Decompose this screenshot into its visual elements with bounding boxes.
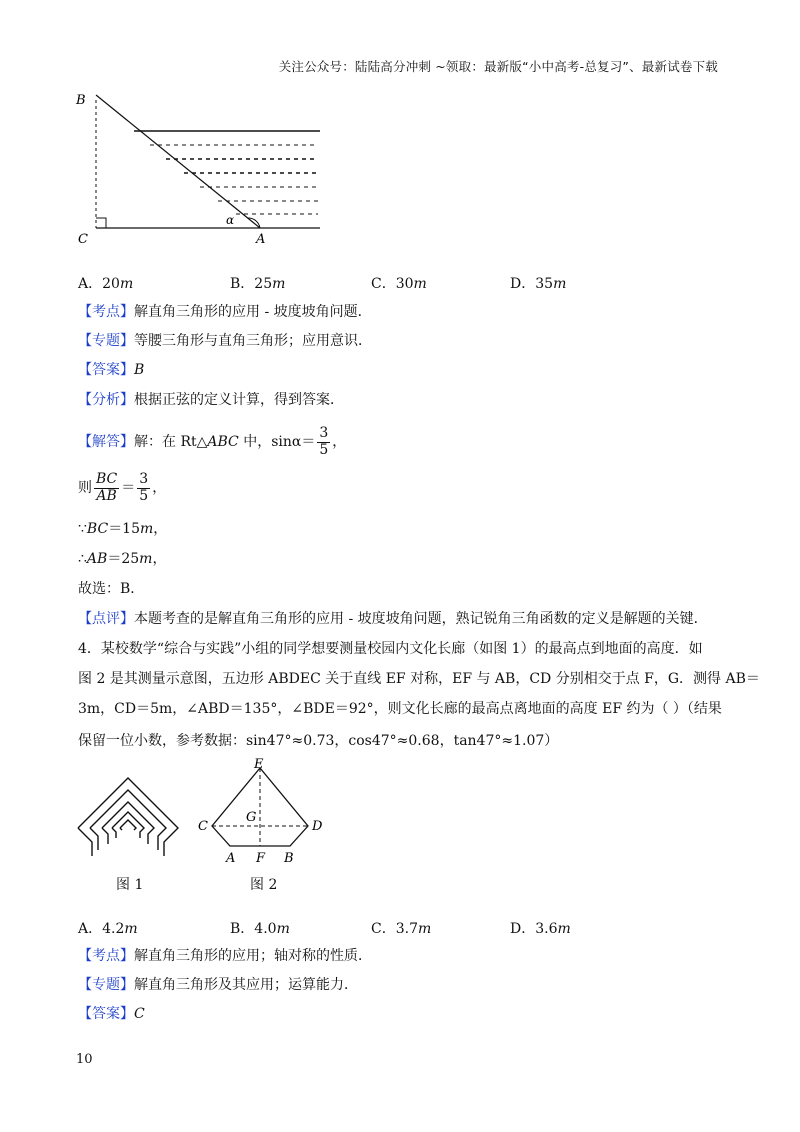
q4-daan: 【答案】C: [78, 1006, 145, 1022]
slope-line: [96, 95, 260, 228]
q3-jieda: 【解答】解：在 Rt△ABC 中，sinα＝ $\frac{3}{5}$ ，: [78, 425, 347, 458]
q4-option-a: A．4.2m: [78, 921, 138, 937]
q3-option-a: A．20m: [78, 276, 134, 292]
q4-zhuanti: 【专题】解直角三角形及其应用；运算能力．: [78, 977, 358, 993]
label-f: F: [256, 851, 266, 866]
label-alpha: α: [226, 213, 235, 227]
q3-zhuanti: 【专题】等腰三角形与直角三角形；应用意识．: [78, 333, 372, 349]
fraction-3-5: $\frac{3}{5}$: [319, 425, 329, 458]
label-a2: A: [226, 851, 236, 866]
figure-1-caption: 图 1: [116, 877, 144, 893]
q3-guxuan: 故选：B．: [78, 581, 145, 597]
label-c: C: [78, 232, 88, 247]
figure-2-caption: 图 2: [250, 877, 278, 893]
q4-line-2: 图 2 是其测量示意图，五边形 ABDEC 关于直线 EF 对称，EF 与 AB，CD 分别相交于点 F，G．测得 AB＝: [78, 671, 760, 687]
page-number: 10: [76, 1052, 93, 1067]
right-angle-mark: [96, 218, 106, 228]
label-b: B: [76, 93, 86, 108]
label-e: E: [254, 758, 264, 772]
pentagon-figure: [190, 758, 330, 868]
q3-because: ∵BC＝15m，: [78, 521, 168, 537]
q3-ratio-line: 则 $\frac{BC}{AB}$ ＝ $\frac{3}{5}$ ，: [78, 471, 167, 504]
q3-option-d: D．35m: [510, 276, 567, 292]
q4-option-b: B．4.0m: [230, 921, 290, 937]
q3-therefore: ∴AB＝25m，: [78, 551, 167, 567]
label-d: D: [312, 819, 323, 834]
fraction-3-5-b: $\frac{3}{5}$: [139, 471, 149, 504]
q4-option-c: C．3.7m: [371, 921, 432, 937]
corridor-figure: [72, 770, 184, 865]
q4-option-d: D．3.6m: [510, 921, 571, 937]
label-b2: B: [284, 851, 294, 866]
q3-kaodian: 【考点】解直角三角形的应用 - 坡度坡角问题．: [78, 304, 372, 320]
page-header: 关注公众号：陆陆高分冲刺 ~领取：最新版“小中高考-总复习”、最新试卷下载: [278, 59, 718, 74]
slope-figure: [70, 90, 340, 250]
label-c2: C: [198, 819, 208, 834]
q3-dianping: 【点评】本题考查的是解直角三角形的应用 - 坡度坡角问题，熟记锐角三角函数的定义是解题的关键．: [78, 611, 708, 627]
q4-kaodian: 【考点】解直角三角形的应用；轴对称的性质．: [78, 948, 372, 964]
q4-line-3: 3m，CD＝5m，∠ABD＝135°，∠BDE＝92°，则文化长廊的最高点离地面的高度 EF 约为（ ）（结果: [78, 701, 722, 717]
q3-daan: 【答案】B: [78, 362, 145, 378]
q4-line-1: 4．某校数学“综合与实践”小组的同学想要测量校园内文化长廊（如图 1）的最高点到地面的高度．如: [78, 641, 703, 657]
q3-fenxi: 【分析】根据正弦的定义计算，得到答案．: [78, 392, 344, 408]
q3-option-b: B．25m: [230, 276, 286, 292]
q4-line-4: 保留一位小数，参考数据：sin47°≈0.73，cos47°≈0.68，tan47°≈1.07）: [78, 733, 559, 749]
fraction-bc-ab: $\frac{BC}{AB}$: [96, 471, 118, 504]
label-a: A: [256, 232, 266, 247]
q3-option-c: C．30m: [371, 276, 427, 292]
label-g: G: [246, 810, 257, 825]
